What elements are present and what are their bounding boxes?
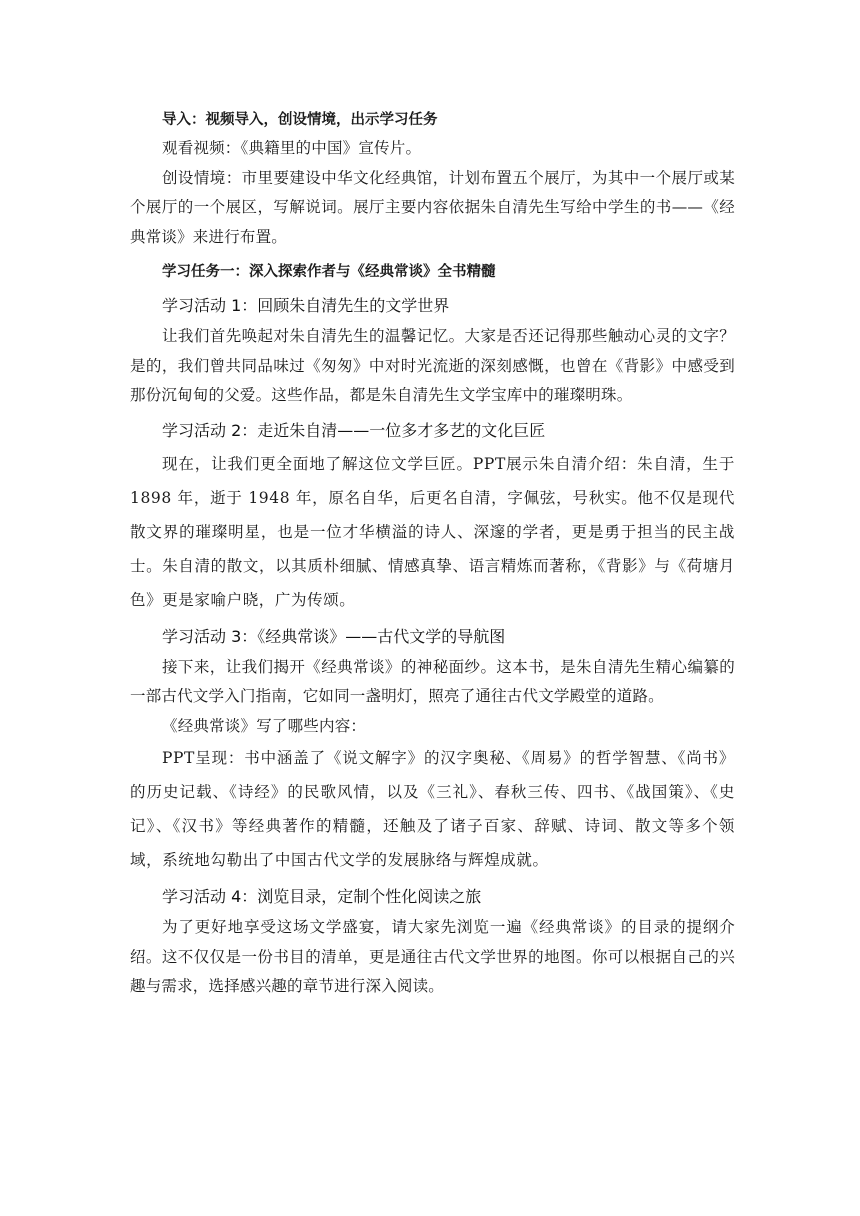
activity1-heading: 学习活动 1：回顾朱自清先生的文学世界 (162, 296, 450, 315)
activity3-ppt-paragraph: PPT呈现：书中涵盖了《说文解字》的汉字奥秘、《周易》的哲学智慧、《尚书》的历史记载、《诗经》的民歌风情，以及《三礼》、春秋三传、四书、《战国策》、《史记》、《汉书》等经典著作的精髓，还触及了诸子百家、辞赋、诗词、散文等多个领域，系统地勾勒出了中国古代文学的发展脉络与辉煌成就。 (130, 749, 735, 869)
activity2-heading: 学习活动 2：走近朱自清——一位多才多艺的文化巨匠 (162, 420, 546, 440)
intro-heading: 导入：视频导入，创设情境，出示学习任务 (162, 112, 438, 128)
activity3-heading: 学习活动 3：《经典常谈》——古代文学的导航图 (162, 626, 506, 646)
activity3-paragraph-1: 接下来，让我们揭开《经典常谈》的神秘面纱。这本书，是朱自清先生精心编纂的一部古代文学入门指南，它如同一盏明灯，照亮了通往古代文学殿堂的道路。 (130, 657, 735, 705)
document-body (130, 106, 735, 1002)
activity1-paragraph: 让我们首先唤起对朱自清先生的温馨记忆。大家是否还记得那些触动心灵的文字？是的，我们曾共同品味过《匆匆》中对时光流逝的深刻感慨，也曾在《背影》中感受到那份沉甸甸的父爱。这些作品，都是朱自清先生文学宝库中的璀璨明珠。 (130, 327, 735, 404)
task1-heading: 学习任务一：深入探索作者与《经典常谈》全书精髓 (162, 264, 496, 280)
intro-watch-paragraph: 观看视频：《典籍里的中国》宣传片。 (162, 139, 422, 157)
activity2-paragraph: 现在，让我们更全面地了解这位文学巨匠。PPT展示朱自清介绍：朱自清，生于 1898 年，逝于 1948 年，原名自华，后更名自清，字佩弦，号秋实。他不仅是现代散文界的璀璨明星，也是一位才华横溢的诗人、深邃的学者，更是勇于担当的民主战士。朱自清的散文，以其质朴细腻、情感真挚、语言精炼而著称，《背影》与《荷塘月色》更是家喻户晓，广为传颂。 (130, 454, 735, 609)
activity4-heading: 学习活动 4：浏览目录，定制个性化阅读之旅 (162, 887, 482, 906)
activity3-question: 《经典常谈》写了哪些内容： (162, 716, 367, 735)
intro-scenario-paragraph: 创设情境：市里要建设中华文化经典馆，计划布置五个展厅，为其中一个展厅或某个展厅的一个展区，写解说词。展厅主要内容依据朱自清先生写给中学生的书——《经典常谈》来进行布置。 (130, 168, 735, 246)
activity4-paragraph: 为了更好地享受这场文学盛宴，请大家先浏览一遍《经典常谈》的目录的提纲介绍。这不仅仅是一份书目的清单，更是通往古代文学世界的地图。你可以根据自己的兴趣与需求，选择感兴趣的章节进行深入阅读。 (130, 918, 735, 995)
